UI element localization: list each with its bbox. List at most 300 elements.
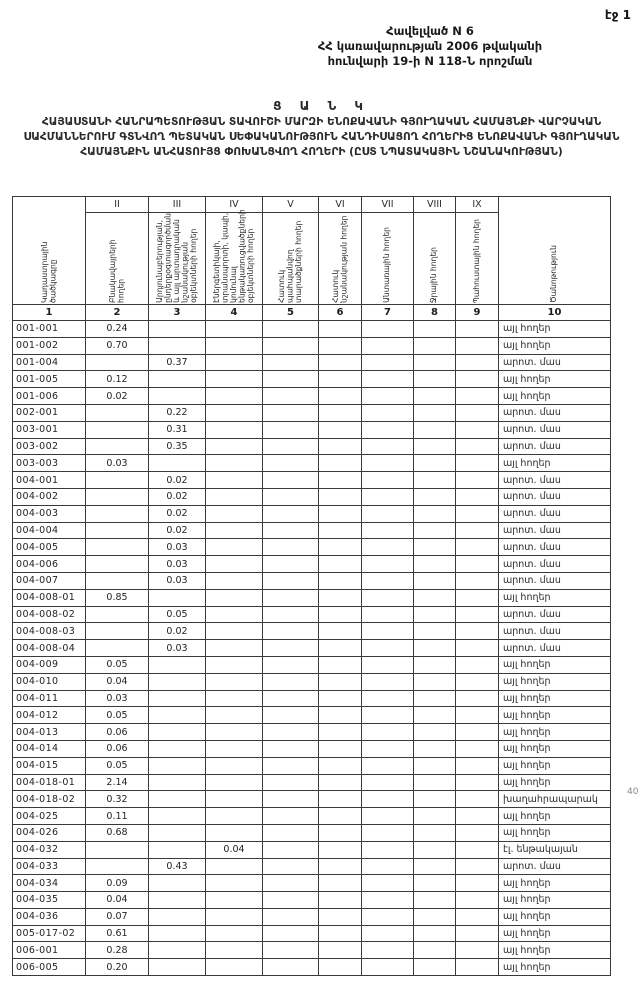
cell-col5 [263,757,319,774]
cell-col4 [206,354,263,371]
cell-col9 [456,724,499,741]
table-row [13,455,611,472]
title-word: Ց Ա Ն Կ [273,99,370,113]
cell-col9 [456,522,499,539]
cell-col5 [263,505,319,522]
table-row [13,438,611,455]
cell-code: 004-008-04 [13,640,86,657]
cell-col9 [456,673,499,690]
col-header-8 [414,197,456,305]
cell-col9 [456,388,499,405]
col-label: Արդյունաբերության, ընդերքօգտագործման և այլ արտադրական նշանակության օբյեկտների հողեր [154,213,198,303]
cell-col9 [456,875,499,892]
cell-col7 [362,740,414,757]
cell-col7 [362,488,414,505]
cell-code: 005-017-02 [13,925,86,942]
cell-col6 [319,623,362,640]
cell-col4 [206,388,263,405]
cell-col9 [456,640,499,657]
cell-code: 004-002 [13,488,86,505]
cell-col2: 2.14 [86,774,149,791]
cell-col7 [362,858,414,875]
cell-col9 [456,925,499,942]
cell-col5 [263,640,319,657]
cell-col6 [319,808,362,825]
vertical-label-wrap [319,213,361,304]
col-label: Բնակավայրերի հողեր [107,239,125,303]
cell-col9 [456,757,499,774]
vertical-label-wrap [499,197,610,304]
cell-col4 [206,656,263,673]
cell-col7 [362,808,414,825]
cell-col4 [206,740,263,757]
cell-col7 [362,589,414,606]
cell-col7 [362,841,414,858]
cell-col7 [362,640,414,657]
cell-code: 004-032 [13,841,86,858]
cell-col6 [319,841,362,858]
cell-code: 004-026 [13,824,86,841]
cell-col9 [456,337,499,354]
cell-col2: 0.05 [86,757,149,774]
cell-col8 [414,925,456,942]
cell-col2 [86,841,149,858]
cell-col4 [206,908,263,925]
cell-col7 [362,455,414,472]
land-table-wrap [12,196,611,976]
cell-col4: 0.04 [206,841,263,858]
cell-col8 [414,572,456,589]
cell-col2: 0.32 [86,791,149,808]
cell-col4 [206,589,263,606]
col-label: Հատուկ նշանակության հողեր [330,215,348,303]
cell-col6 [319,925,362,942]
cell-col5 [263,942,319,959]
cell-note: խաղահրապարակ [499,791,611,808]
cell-note: արոտ. մաս [499,488,611,505]
cell-code: 004-018-02 [13,791,86,808]
cell-col7 [362,539,414,556]
cell-col3 [149,875,206,892]
cell-col2 [86,404,149,421]
cell-col7 [362,824,414,841]
cell-col9 [456,455,499,472]
cell-col7 [362,388,414,405]
col-number: 8 [414,305,456,321]
roman-numeral: II [86,197,148,213]
vertical-label-wrap [263,213,318,304]
cell-col6 [319,740,362,757]
cell-note: արոտ. մաս [499,623,611,640]
cell-col2: 0.03 [86,455,149,472]
cell-col3 [149,371,206,388]
cell-col5 [263,472,319,489]
cell-col3 [149,455,206,472]
cell-col2: 0.11 [86,808,149,825]
cell-col9 [456,539,499,556]
cell-col7 [362,690,414,707]
cell-col9 [456,942,499,959]
table-row [13,539,611,556]
table-row [13,388,611,405]
cell-code: 002-001 [13,404,86,421]
cell-col2 [86,572,149,589]
cell-col7 [362,572,414,589]
cell-col5 [263,539,319,556]
col-number: 9 [456,305,499,321]
cell-col8 [414,656,456,673]
col-label: Էներգետիկայի, տրանսպորտի, կապի, կոմունալ ենթակառուցվածքների օբյեկտների հողեր [211,209,255,303]
document-title [14,99,629,159]
cell-col2: 0.85 [86,589,149,606]
cell-col8 [414,488,456,505]
appendix-header [255,24,605,69]
cell-note: արոտ. մաս [499,421,611,438]
cell-note: այլ հողեր [499,757,611,774]
cell-note: արոտ. մաս [499,505,611,522]
vertical-label-wrap [86,213,148,304]
cell-col4 [206,707,263,724]
cell-col6 [319,371,362,388]
cell-col3 [149,690,206,707]
cell-col2: 0.05 [86,656,149,673]
cell-code: 004-003 [13,505,86,522]
col-label: Ծանոթություն [549,245,559,303]
cell-col9 [456,606,499,623]
cell-col9 [456,505,499,522]
cell-col2: 0.12 [86,371,149,388]
cell-col8 [414,707,456,724]
cell-col2: 0.03 [86,690,149,707]
cell-col7 [362,925,414,942]
roman-numeral: IX [456,197,498,213]
cell-col9 [456,472,499,489]
land-table [12,196,611,976]
cell-col4 [206,640,263,657]
land-table-head [13,197,611,321]
cell-col6 [319,354,362,371]
cell-col3 [149,673,206,690]
cell-col3 [149,841,206,858]
cell-col3: 0.03 [149,572,206,589]
cell-col3 [149,724,206,741]
cell-col5 [263,908,319,925]
roman-numeral: VIII [414,197,455,213]
page-number: էջ 1 [604,8,631,22]
cell-col7 [362,774,414,791]
cell-col5 [263,354,319,371]
cell-col8 [414,808,456,825]
cell-code: 004-018-01 [13,774,86,791]
cell-col6 [319,321,362,338]
cell-col4 [206,892,263,909]
table-row [13,404,611,421]
cell-col3 [149,892,206,909]
cell-col2 [86,438,149,455]
cell-col8 [414,321,456,338]
cell-code: 004-013 [13,724,86,741]
cell-col4 [206,623,263,640]
cell-col8 [414,438,456,455]
cell-col9 [456,623,499,640]
cell-col3: 0.03 [149,640,206,657]
cell-code: 004-014 [13,740,86,757]
col-label: Պահուստային հողեր [471,218,481,303]
cell-col9 [456,421,499,438]
cell-col5 [263,321,319,338]
col-label: Հատուկ պահպանվող տարածքների հողեր [276,220,303,303]
cell-col7 [362,556,414,573]
cell-code: 004-010 [13,673,86,690]
cell-col9 [456,371,499,388]
cell-code: 006-001 [13,942,86,959]
cell-col5 [263,606,319,623]
cell-col7 [362,892,414,909]
col-number: 10 [499,305,611,321]
cell-col5 [263,925,319,942]
cell-note: այլ հողեր [499,892,611,909]
cell-col9 [456,892,499,909]
cell-col6 [319,858,362,875]
cell-note: այլ հողեր [499,455,611,472]
cell-col5 [263,774,319,791]
cell-note: արոտ. մաս [499,556,611,573]
cell-col4 [206,757,263,774]
cell-col3: 0.02 [149,505,206,522]
title-text: ՀԱՅԱՍՏԱՆԻ ՀԱՆՐԱՊԵՏՈՒԹՅԱՆ ՏԱՎՈՒՇԻ ՄԱՐԶԻ ԵՆՈՔԱՎԱՆԻ ԳՅՈՒՂԱԿԱՆ ՀԱՄԱՅՆՔԻ ՎԱՐՉԱԿԱՆ ՍԱՀՄԱՆՆԵՐՈՒՄ ԳՏՆՎՈՂ ՊԵՏԱԿԱՆ ՍԵՓԱԿԱՆՈՒԹՅՈՒՆ ՀԱՆԴԻՍԱՑՈՂ ՀՈՂԵՐԻՑ ԵՆՈՔԱՎԱՆԻ ԳՅՈՒՂԱԿԱՆ ՀԱՄԱՅՆՔԻՆ ԱՆՀԱՏՈՒՅՑ ՓՈԽԱՆՑՎՈՂ ՀՈՂԵՐԻ (ԸՍՏ ՆՊԱՏԱԿԱՅԻՆ ՆՇԱՆԱԿՈՒԹՅԱՆ) [23,116,620,158]
cell-col4 [206,505,263,522]
cell-note: այլ հողեր [499,959,611,976]
cell-col3 [149,589,206,606]
table-row [13,959,611,976]
cell-col5 [263,841,319,858]
cell-col6 [319,673,362,690]
cell-col3 [149,337,206,354]
cell-code: 004-007 [13,572,86,589]
cell-col4 [206,488,263,505]
table-row [13,824,611,841]
cell-note: այլ հողեր [499,875,611,892]
col-number: 3 [149,305,206,321]
cell-col9 [456,556,499,573]
cell-col2 [86,354,149,371]
table-row [13,791,611,808]
cell-col2: 0.04 [86,892,149,909]
cell-col3: 0.22 [149,404,206,421]
cell-col5 [263,656,319,673]
cell-col7 [362,791,414,808]
table-row [13,589,611,606]
cell-col8 [414,875,456,892]
col-header-5 [263,197,319,305]
cell-col5 [263,421,319,438]
cell-col5 [263,875,319,892]
cell-col3 [149,757,206,774]
cell-col8 [414,757,456,774]
table-row [13,724,611,741]
cell-col5 [263,858,319,875]
cell-col4 [206,421,263,438]
cell-col5 [263,959,319,976]
cell-col9 [456,438,499,455]
cell-col2: 0.28 [86,942,149,959]
cell-col3 [149,824,206,841]
cell-code: 004-008-01 [13,589,86,606]
cell-col3 [149,791,206,808]
cell-col3 [149,774,206,791]
table-row [13,472,611,489]
cell-col7 [362,421,414,438]
cell-col7 [362,959,414,976]
table-row [13,421,611,438]
col-number: 4 [206,305,263,321]
cell-code: 004-033 [13,858,86,875]
cell-col2 [86,505,149,522]
cell-col9 [456,824,499,841]
cell-col7 [362,337,414,354]
cell-code: 004-008-02 [13,606,86,623]
table-row [13,371,611,388]
cell-col5 [263,556,319,573]
cell-note: այլ հողեր [499,673,611,690]
col-header-7 [362,197,414,305]
cell-col5 [263,707,319,724]
cell-col7 [362,875,414,892]
table-row [13,774,611,791]
cell-col5 [263,337,319,354]
table-row [13,858,611,875]
cell-col3 [149,942,206,959]
col-number: 1 [13,305,86,321]
cell-col7 [362,724,414,741]
cell-col3: 0.35 [149,438,206,455]
col-header-9 [456,197,499,305]
cell-col2 [86,858,149,875]
cell-col4 [206,875,263,892]
cell-col7 [362,438,414,455]
cell-col8 [414,455,456,472]
cell-col6 [319,488,362,505]
cell-col2: 0.07 [86,908,149,925]
cell-code: 004-011 [13,690,86,707]
col-number: 7 [362,305,414,321]
cell-col2: 0.70 [86,337,149,354]
cell-note: արոտ. մաս [499,404,611,421]
cell-col3: 0.02 [149,623,206,640]
cell-col6 [319,505,362,522]
column-number-row [13,305,611,321]
cell-col5 [263,488,319,505]
cell-col5 [263,455,319,472]
cell-col5 [263,824,319,841]
cell-col2 [86,488,149,505]
cell-code: 004-025 [13,808,86,825]
cell-col3 [149,707,206,724]
cell-col7 [362,942,414,959]
col-label: Ջրային հողեր [429,246,439,303]
header-row [13,197,611,305]
cell-col6 [319,824,362,841]
cell-col6 [319,757,362,774]
roman-numeral: V [263,197,318,213]
cell-col8 [414,404,456,421]
cell-col5 [263,522,319,539]
cell-col3 [149,656,206,673]
cell-col8 [414,640,456,657]
cell-note: այլ հողեր [499,388,611,405]
cell-col6 [319,455,362,472]
cell-code: 004-009 [13,656,86,673]
cell-col4 [206,522,263,539]
cell-note: այլ հողեր [499,824,611,841]
cell-col8 [414,908,456,925]
cell-note: այլ հողեր [499,925,611,942]
cell-col7 [362,707,414,724]
cell-col2: 0.20 [86,959,149,976]
cell-col4 [206,556,263,573]
cell-col9 [456,690,499,707]
cell-code: 004-015 [13,757,86,774]
cell-col5 [263,388,319,405]
table-row [13,942,611,959]
cell-note: այլ հողեր [499,908,611,925]
cell-col7 [362,472,414,489]
appendix-line: Հավելված N 6 [386,24,474,38]
cell-col8 [414,673,456,690]
cell-col4 [206,606,263,623]
col-header-1 [13,197,86,305]
cell-col4 [206,690,263,707]
cell-col2: 0.06 [86,740,149,757]
cell-note: այլ հողեր [499,808,611,825]
cell-col3 [149,321,206,338]
col-header-3 [149,197,206,305]
cell-col6 [319,942,362,959]
cell-code: 001-002 [13,337,86,354]
vertical-label-wrap [149,213,205,304]
cell-col9 [456,808,499,825]
cell-col5 [263,808,319,825]
cell-col2 [86,522,149,539]
margin-mark: 40 [627,787,639,797]
col-label: Անտառային հողեր [382,227,392,303]
table-row [13,488,611,505]
col-number: 6 [319,305,362,321]
cell-col7 [362,522,414,539]
cell-col8 [414,539,456,556]
cell-col6 [319,791,362,808]
cell-col5 [263,690,319,707]
table-row [13,690,611,707]
cell-col7 [362,656,414,673]
cell-code: 004-035 [13,892,86,909]
table-row [13,841,611,858]
cell-code: 004-034 [13,875,86,892]
cell-col9 [456,858,499,875]
cell-col5 [263,673,319,690]
cell-col2 [86,640,149,657]
cell-col4 [206,337,263,354]
cell-note: արոտ. մաս [499,354,611,371]
cell-note: այլ հողեր [499,740,611,757]
table-row [13,606,611,623]
cell-col3: 0.43 [149,858,206,875]
cell-col2: 0.24 [86,321,149,338]
cell-col8 [414,623,456,640]
cell-col8 [414,371,456,388]
cell-code: 003-002 [13,438,86,455]
cell-col6 [319,959,362,976]
